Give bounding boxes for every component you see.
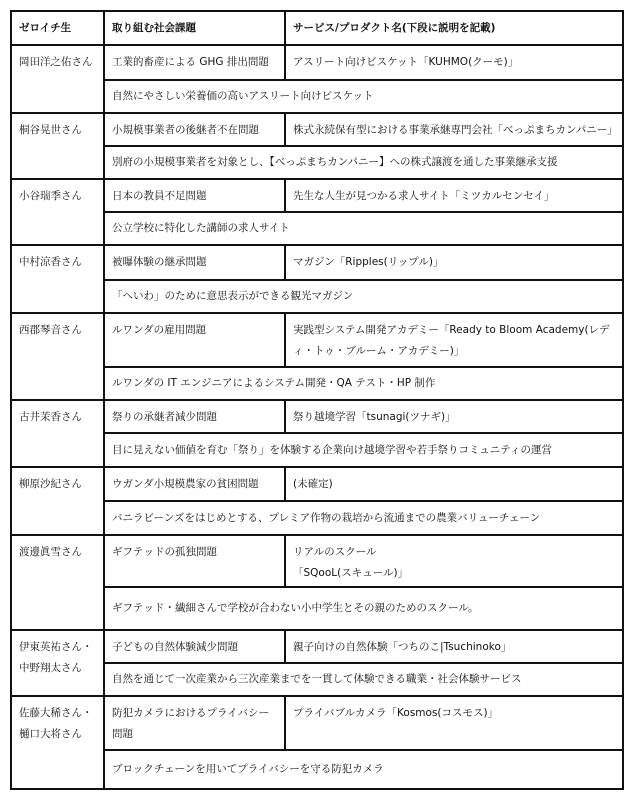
product-description: ギフテッド・繊細さんで学校が合わない小中学生とその親のためのスクール。 <box>104 587 623 630</box>
student-name: 西郡琴音さん <box>11 313 104 400</box>
product-description: 自然にやさしい栄養価の高いアスリート向けビスケット <box>104 80 623 113</box>
product-name: (未確定) <box>285 467 623 501</box>
social-issue: ルワンダの雇用問題 <box>104 313 285 367</box>
social-issue: 祭りの承継者減少問題 <box>104 400 285 433</box>
product-name: 親子向けの自然体験「つちのこ|Tsuchinoko」 <box>285 630 623 663</box>
student-name: 佐藤大稀さん・樋口大将さん <box>11 696 104 789</box>
table-row <box>11 400 623 433</box>
product-description: ブロックチェーンを用いてプライバシーを守る防犯カメラ <box>104 750 623 789</box>
header-student: ゼロイチ生 <box>11 11 104 45</box>
product-description: 「へいわ」のために意思表示ができる観光マガジン <box>104 280 623 313</box>
social-issue: 工業的畜産による GHG 排出問題 <box>104 45 285 80</box>
table-row <box>11 467 623 501</box>
student-name: 柳原沙紀さん <box>11 467 104 535</box>
header-product: サービス/プロダクト名(下段に説明を記載) <box>285 11 623 45</box>
social-issue: ウガンダ小規模農家の貧困問題 <box>104 467 285 501</box>
table-row <box>11 179 623 212</box>
product-description: 目に見えない価値を育む「祭り」を体験する企業向け越境学習や若手祭りコミュニティの運営 <box>104 433 623 467</box>
table-row <box>11 113 623 146</box>
table-row <box>11 313 623 367</box>
product-name: 実践型システム開発アカデミー「Ready to Bloom Academy(レディ・トゥ・ブルーム・アカデミー)」 <box>285 313 623 367</box>
student-name: 岡田洋之佑さん <box>11 45 104 113</box>
social-issue: 防犯カメラにおけるプライバシー問題 <box>104 696 285 750</box>
social-issue: 被曝体験の継承問題 <box>104 245 285 280</box>
table-row <box>11 245 623 280</box>
social-issue: 小規模事業者の後継者不在問題 <box>104 113 285 146</box>
student-name: 渡邊眞雪さん <box>11 535 104 630</box>
student-name: 中村涼香さん <box>11 245 104 313</box>
product-description: バニラビーンズをはじめとする、プレミア作物の栽培から流通までの農業バリューチェーン <box>104 501 623 535</box>
product-description: 自然を通じて一次産業から三次産業までを一貫して体験できる職業・社会体験サービス <box>104 663 623 696</box>
student-name: 古井茉香さん <box>11 400 104 467</box>
table-row <box>11 535 623 587</box>
product-name: アスリート向けビスケット「KUHMO(クーモ)」 <box>285 45 623 80</box>
product-name: 株式永続保有型における事業承継専門会社「べっぷまちカンパニー」 <box>285 113 623 146</box>
student-name: 伊東英祐さん・中野翔太さん <box>11 630 104 696</box>
table-row <box>11 45 623 80</box>
social-issue: ギフテッドの孤独問題 <box>104 535 285 587</box>
header-issue: 取り組む社会課題 <box>104 11 285 45</box>
students-table <box>10 10 624 790</box>
product-name: マガジン「Ripples(リップル)」 <box>285 245 623 280</box>
social-issue: 日本の教員不足問題 <box>104 179 285 212</box>
product-description: 公立学校に特化した講師の求人サイト <box>104 212 623 245</box>
table-row <box>11 696 623 750</box>
product-name: プライバブルカメラ「Kosmos(コスモス)」 <box>285 696 623 750</box>
social-issue: 子どもの自然体験減少問題 <box>104 630 285 663</box>
product-name: 先生な人生が見つかる求人サイト「ミツカルセンセイ」 <box>285 179 623 212</box>
product-name: リアルのスクール 「SQooL(スキュール)」 <box>285 535 623 587</box>
table-header-row <box>11 11 623 45</box>
table-row <box>11 630 623 663</box>
product-description: 別府の小規模事業者を対象とし、【べっぷまちカンパニー】への株式譲渡を通した事業継承支援 <box>104 146 623 179</box>
student-name: 桐谷晃世さん <box>11 113 104 179</box>
product-description: ルワンダの IT エンジニアによるシステム開発・QA テスト・HP 制作 <box>104 367 623 400</box>
product-name: 祭り越境学習「tsunagi(ツナギ)」 <box>285 400 623 433</box>
student-name: 小谷瑞季さん <box>11 179 104 245</box>
